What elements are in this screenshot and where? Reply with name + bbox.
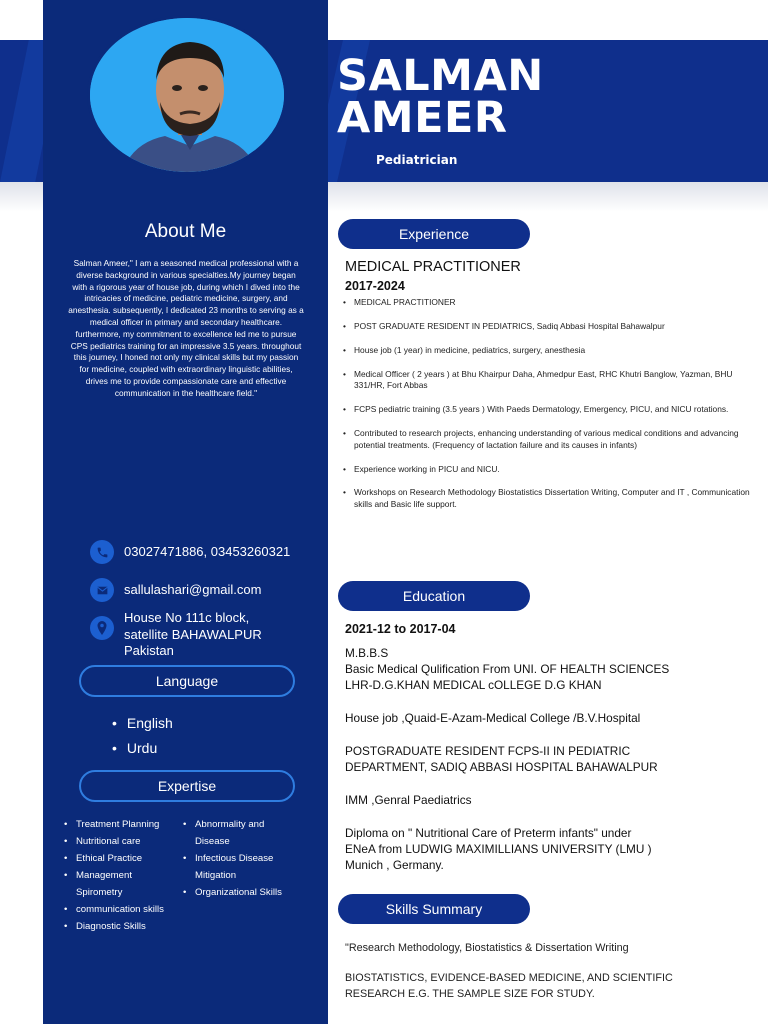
- education-line: House job ,Quaid-E-Azam-Medical College /B.V.Hospital: [345, 711, 641, 725]
- expertise-item: • Abnormality and: [183, 819, 265, 830]
- expertise-item: • Management: [64, 870, 132, 881]
- skill-line: "Research Methodology, Biostatistics & Dissertation Writing: [345, 942, 629, 954]
- expertise-item: • Nutritional care: [64, 836, 141, 847]
- expertise-item: • Diagnostic Skills: [64, 921, 146, 932]
- expertise-heading: Expertise: [79, 770, 295, 802]
- education-line: DEPARTMENT, SADIQ ABBASI HOSPITAL BAHAWALPUR: [345, 760, 658, 774]
- experience-item: • Workshops on Research Methodology Biostatistics Dissertation Writing, Computer and IT , Communication skills and Basic life support.: [343, 487, 750, 510]
- experience-item: • Experience working in PICU and NICU.: [343, 463, 500, 474]
- skill-line: RESEARCH E.G. THE SAMPLE SIZE FOR STUDY.: [345, 988, 595, 1000]
- phone-icon: [90, 540, 114, 564]
- education-years: 2021-12 to 2017-04: [345, 622, 456, 636]
- language-item: • English: [112, 711, 173, 736]
- contact-email: [90, 578, 320, 602]
- expertise-item: • Infectious Disease: [183, 853, 274, 864]
- language-list: [112, 711, 173, 761]
- experience-item: • MEDICAL PRACTITIONER: [343, 297, 456, 307]
- experience-item: • Medical Officer ( 2 years ) at Bhu Khairpur Daha, Ahmedpur East, RHC Khutri Banglow, Yazman, BHU 331/HR, Fort Abbas: [343, 368, 733, 391]
- skills-heading: Skills Summary: [338, 894, 530, 924]
- contact-address: [90, 610, 320, 660]
- expertise-item: Disease: [195, 836, 230, 847]
- education-line: Diploma on " Nutritional Care of Preterm infants" under: [345, 826, 632, 840]
- education-degree: M.B.B.S: [345, 646, 389, 660]
- address-line2: satellite BAHAWALPUR: [124, 626, 262, 642]
- education-line: Basic Medical Qulification From UNI. OF HEALTH SCIENCES: [345, 662, 670, 676]
- phone-text: 03027471886, 03453260321: [124, 544, 291, 559]
- address-line1: House No 111c block,: [124, 610, 250, 625]
- experience-list: [343, 297, 758, 523]
- person-name: [337, 51, 737, 143]
- job-role: Pediatrician: [376, 153, 458, 167]
- education-line: ENeA from LUDWIG MAXIMILLIANS UNIVERSITY (LMU ): [345, 842, 652, 856]
- language-heading: Language: [79, 665, 295, 697]
- portrait-graphic: [90, 18, 287, 175]
- education-line: LHR-D.G.KHAN MEDICAL cOLLEGE D.G KHAN: [345, 678, 602, 692]
- job-title: MEDICAL PRACTITIONER: [345, 259, 521, 275]
- email-text: sallulashari@gmail.com: [124, 582, 262, 597]
- expertise-list-left: [64, 816, 182, 935]
- expertise-item: • Organizational Skills: [183, 887, 282, 898]
- language-item: • Urdu: [112, 736, 173, 761]
- education-line: POSTGRADUATE RESIDENT FCPS-II IN PEDIATRIC: [345, 744, 631, 758]
- location-icon: [90, 616, 114, 640]
- address-line3: Pakistan: [124, 643, 174, 658]
- education-line: IMM ,Genral Paediatrics: [345, 793, 472, 807]
- skill-line: BIOSTATISTICS, EVIDENCE-BASED MEDICINE, AND SCIENTIFIC: [345, 972, 673, 984]
- about-title: About Me: [144, 221, 227, 242]
- education-line: Munich , Germany.: [345, 858, 444, 872]
- name-first: SALMAN: [337, 51, 544, 101]
- email-icon: [90, 578, 114, 602]
- job-years: 2017-2024: [345, 279, 405, 293]
- about-text: Salman Ameer," I am a seasoned medical professional with a diverse background in various specialties.My journey began with a rigorous year of house job, during which I dived into the intricacies of medicine, pediatric medicine, surgery, and anesthesia. subsequently, I dedicated 23 months to serving as a medical officer in primary and secondary healthcare. furthermore, my commitment to excellence led me to pursue CPS pediatrics training for an impressive 3.5 years. throughout this journey, I honed not only my clinical skills but my passion for medicine, coupled with extraordinary linguistic abilities, drives me to provide compassionate care and effective communication in the healthcare field.": [68, 258, 304, 398]
- expertise-item: • Ethical Practice: [64, 853, 143, 864]
- experience-item: • Contributed to research projects, enhancing understanding of various medical conditions and advancing potential treatments. (Frequency of lactation failure and its causes in infants): [343, 428, 739, 450]
- education-heading: Education: [338, 581, 530, 611]
- expertise-list-right: [183, 816, 313, 901]
- experience-item: • House job (1 year) in medicine, pediatrics, surgery, anesthesia: [343, 344, 586, 355]
- contact-phone: [90, 540, 320, 564]
- name-last: AMEER: [337, 93, 508, 143]
- address-text: [124, 610, 262, 660]
- experience-item: • POST GRADUATE RESIDENT IN PEDIATRICS, Sadiq Abbasi Hospital Bahawalpur: [343, 320, 665, 331]
- expertise-item: • communication skills: [64, 904, 164, 915]
- experience-item: • FCPS pediatric training (3.5 years ) With Paeds Dermatology, Emergency, PICU, and NICU rotations.: [343, 404, 729, 415]
- experience-heading: Experience: [338, 219, 530, 249]
- profile-photo: [87, 15, 287, 175]
- expertise-item: Spirometry: [76, 887, 123, 898]
- expertise-item: Mitigation: [195, 870, 237, 881]
- expertise-item: • Treatment Planning: [64, 819, 160, 830]
